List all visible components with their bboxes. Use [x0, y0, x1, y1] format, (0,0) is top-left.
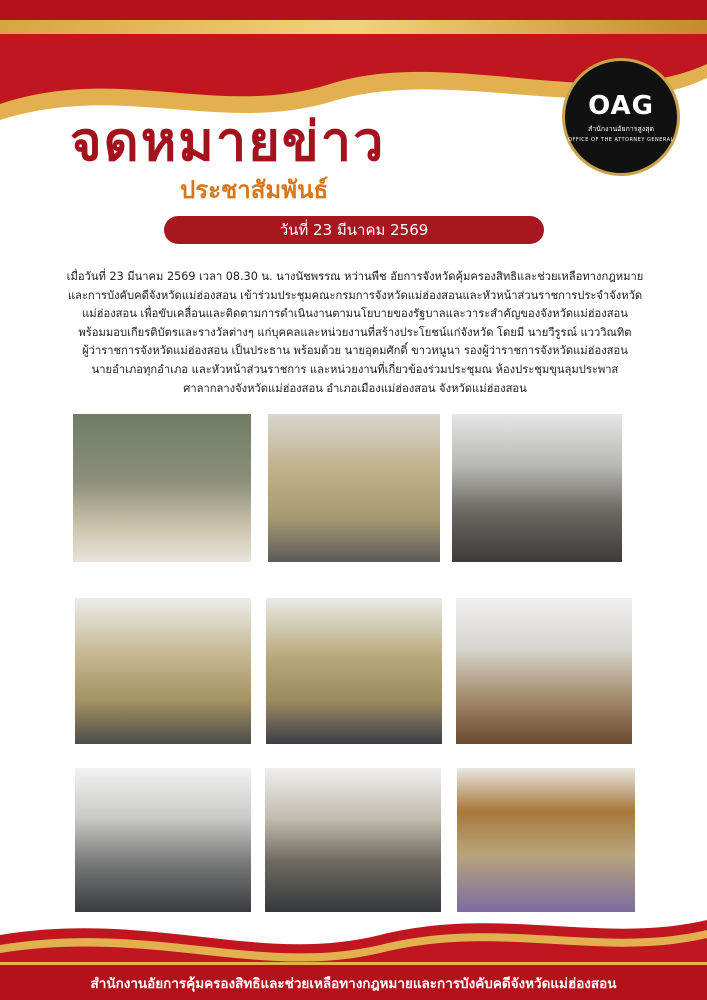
logo-english-name: OFFICE OF THE ATTORNEY GENERAL	[568, 137, 674, 143]
event-photo-1	[73, 414, 251, 562]
logo-mark: OAG	[588, 91, 654, 121]
oag-logo	[562, 58, 680, 176]
article-line: นายอำเภอทุกอำเภอ และหัวหน้าส่วนราชการ และหน่วยงานที่เกี่ยวข้องร่วมประชุมณ ห้องประชุมขุนลุมประพาส	[91, 362, 619, 376]
footer-office-name: สำนักงานอัยการคุ้มครองสิทธิและช่วยเหลือทางกฎหมายและการบังคับคดีจังหวัดแม่ฮ่องสอน	[90, 975, 617, 992]
article-line: ศาลากลางจังหวัดแม่ฮ่องสอน อำเภอเมืองแม่ฮ่องสอน จังหวัดแม่ฮ่องสอน	[183, 381, 527, 395]
article-line: พร้อมมอบเกียรติบัตรและรางวัลต่างๆ แก่บุคคลและหน่วยงานที่สร้างประโยชน์แก่จังหวัด โดยมี นายวีรูรณ์ แวววิณทิต	[78, 325, 632, 339]
article-line: แม่ฮ่องสอน เพื่อขับเคลื่อนและติดตามการดำเนินงานตามนโยบายของรัฐบาลและวาระสำคัญของจังหวัดแม่ฮ่องสอน	[82, 307, 628, 321]
event-photo-3	[452, 414, 622, 562]
gold-ribbon	[0, 20, 707, 34]
article-line: และการบังคับคดีจังหวัดแม่ฮ่องสอน เข้าร่วมประชุมคณะกรมการจังหวัดแม่ฮ่องสอนและหัวหน้าส่วนราชการประจำจังหวัด	[67, 288, 643, 302]
article-body	[60, 268, 650, 398]
event-photo-4	[75, 598, 251, 744]
newsletter-title: จดหมายข่าว	[70, 110, 386, 173]
article-line: เมื่อวันที่ 23 มีนาคม 2569 เวลา 08.30 น. นางนัชพรรณ หว่านพืช อัยการจังหวัดคุ้มครองสิทธิและช่วยเหลือทางกฎหมาย	[66, 270, 644, 283]
top-red-bar	[0, 0, 707, 20]
date-text: วันที่ 23 มีนาคม 2569	[279, 221, 429, 239]
event-photo-8	[265, 768, 441, 912]
event-photo-5	[266, 598, 442, 744]
event-photo-6	[456, 598, 632, 744]
article-line: ผู้ว่าราชการจังหวัดแม่ฮ่องสอน เป็นประธาน พร้อมด้วย นายอุดมศักดิ์ ขาวหนูนา รองผู้ว่าราชการจังหวัดแม่ฮ่องสอน	[82, 344, 628, 358]
date-badge	[164, 216, 544, 244]
event-photo-7	[75, 768, 251, 912]
event-photo-9	[457, 768, 635, 912]
footer-bar	[0, 962, 707, 1000]
newsletter-subtitle: ประชาสัมพันธ์	[180, 176, 329, 204]
logo-thai-name: สำนักงานอัยการสูงสุด	[587, 125, 655, 133]
event-photo-2	[268, 414, 440, 562]
